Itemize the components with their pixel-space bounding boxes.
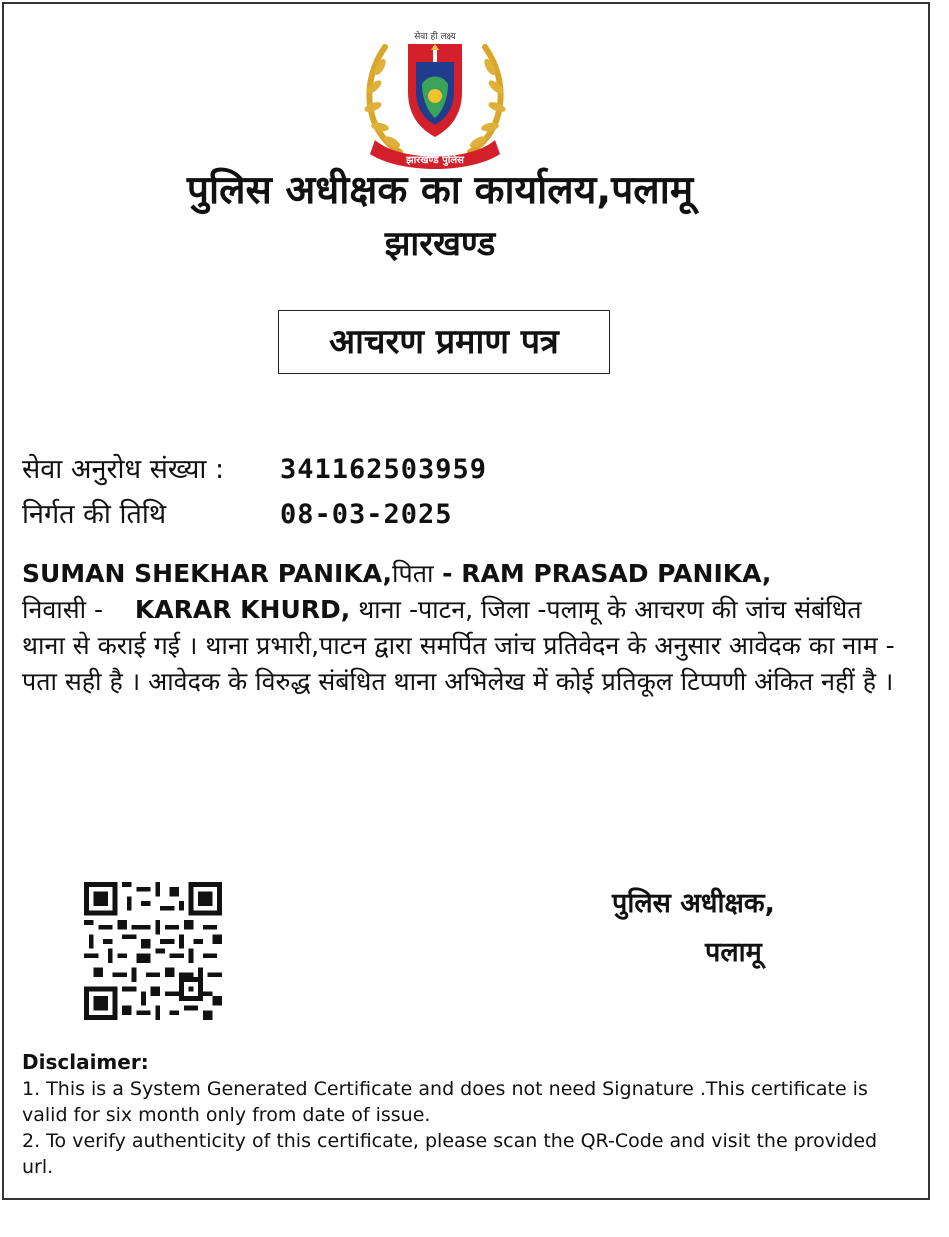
- svg-text:झारखण्ड पुलिस: झारखण्ड पुलिस: [406, 155, 464, 166]
- service-request-number: 341162503959: [280, 454, 488, 485]
- resident-label: निवासी -: [22, 595, 104, 624]
- office-title: पुलिस अधीक्षक का कार्यालय,पलामू: [186, 168, 694, 213]
- issue-date-row: [22, 497, 453, 533]
- disclaimer-heading: Disclaimer:: [22, 1050, 149, 1074]
- disclaimer-line-1: 1. This is a System Generated Certificate and does not need Signature .This certificate is valid for six month only from date of issue.: [22, 1078, 868, 1126]
- certificate-text: थाना -पाटन, जिला -पलामू के आचरण की जांच संबंधित थाना से कराई गई । थाना प्रभारी,पाटन द्वारा समर्पित जांच प्रतिवेदन के अनुसार आवेदक का नाम - पता सही है । आवेदक के विरुद्ध संबंधित थाना अभिलेख में कोई प्रतिकूल टिप्पणी अंकित नहीं है ।: [22, 595, 895, 696]
- signatory-designation: पुलिस अधीक्षक,: [612, 888, 775, 919]
- qr-code[interactable]: [84, 882, 222, 1020]
- disclaimer-line-2: 2. To verify authenticity of this certificate, please scan the QR-Code and visit the provided url.: [22, 1130, 878, 1178]
- service-request-row: [22, 452, 487, 488]
- applicant-name: SUMAN SHEKHAR PANIKA,: [22, 559, 393, 588]
- signatory-place: पलामू: [705, 937, 762, 968]
- certificate-title: आचरण प्रमाण पत्र: [278, 310, 610, 374]
- service-request-label: सेवा अनुरोध संख्या :: [22, 454, 225, 485]
- svg-text:सेवा ही लक्ष्य: सेवा ही लक्ष्य: [414, 32, 456, 42]
- certificate-body: [22, 556, 910, 700]
- issue-date-label: निर्गत की तिथि: [22, 499, 167, 530]
- issue-date-value: 08-03-2025: [280, 499, 453, 530]
- state-name: झारखण्ड: [384, 224, 496, 264]
- village-name: KARAR KHURD,: [134, 595, 351, 624]
- father-name: - RAM PRASAD PANIKA,: [433, 559, 772, 588]
- jharkhand-police-emblem: [340, 22, 530, 182]
- father-label: पिता: [392, 559, 434, 588]
- disclaimer: [22, 1048, 902, 1180]
